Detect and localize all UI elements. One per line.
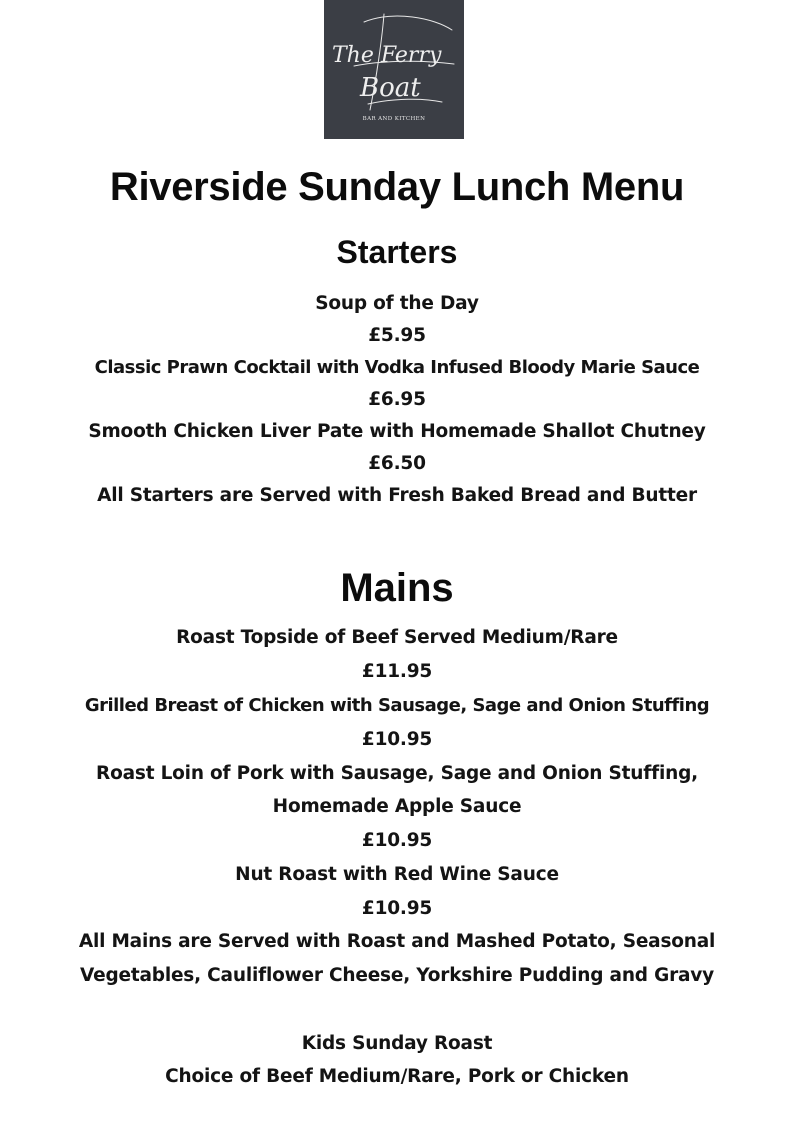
mains-note-line2: Vegetables, Cauliflower Cheese, Yorkshire Pudding and Gravy <box>80 965 714 986</box>
starter-item-2-name: Classic Prawn Cocktail with Vodka Infused Bloody Marie Sauce <box>94 357 700 378</box>
kids-roast-title: Kids Sunday Roast <box>301 1033 493 1054</box>
page-title: Riverside Sunday Lunch Menu <box>109 165 685 209</box>
main-item-4-name: Nut Roast with Red Wine Sauce <box>235 864 559 885</box>
starters-note: All Starters are Served with Fresh Baked Bread and Butter <box>97 485 697 506</box>
logo-flourish-top <box>364 16 452 30</box>
mains-heading: Mains <box>340 566 454 610</box>
starter-item-1-name: Soup of the Day <box>315 293 479 314</box>
ferry-boat-logo <box>324 0 464 139</box>
main-item-3-name-line2: Homemade Apple Sauce <box>272 796 522 817</box>
mains-note-line1: All Mains are Served with Roast and Mashed Potato, Seasonal <box>78 931 716 952</box>
main-item-3-price: £10.95 <box>361 830 433 851</box>
starter-item-3-price: £6.50 <box>368 453 426 474</box>
starters-heading: Starters <box>336 234 458 270</box>
logo-text-line2: Boat <box>360 73 421 103</box>
starter-item-1-price: £5.95 <box>368 325 426 346</box>
starter-item-2-price: £6.95 <box>368 389 426 410</box>
main-item-3-name: Roast Loin of Pork with Sausage, Sage and Onion Stuffing, <box>96 763 698 784</box>
main-item-2-price: £10.95 <box>361 729 433 750</box>
logo-text-line1: The Ferry <box>332 43 442 68</box>
kids-roast-description: Choice of Beef Medium/Rare, Pork or Chicken <box>165 1066 629 1087</box>
starter-item-3-name: Smooth Chicken Liver Pate with Homemade Shallot Chutney <box>88 421 706 442</box>
main-item-4-price: £10.95 <box>361 898 433 919</box>
main-item-2-name: Grilled Breast of Chicken with Sausage, Sage and Onion Stuffing <box>84 695 710 716</box>
main-item-1-name: Roast Topside of Beef Served Medium/Rare <box>176 627 618 648</box>
logo-subtitle: BAR AND KITCHEN <box>362 116 426 122</box>
main-item-1-price: £11.95 <box>361 661 433 682</box>
